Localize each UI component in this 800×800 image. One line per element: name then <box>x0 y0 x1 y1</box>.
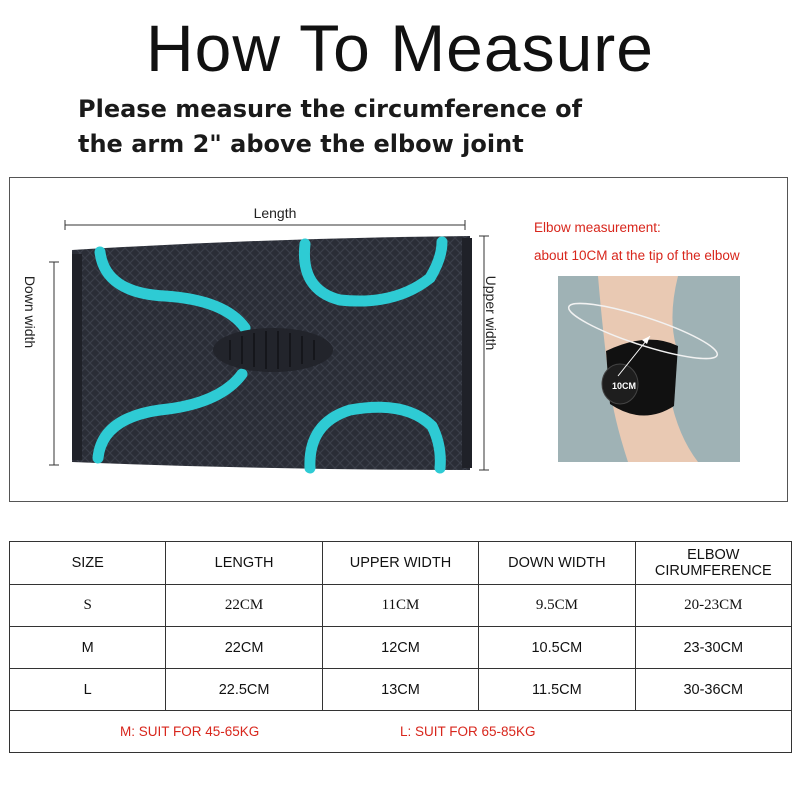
photo-mark-label: 10CM <box>612 381 637 391</box>
page-title: How To Measure <box>145 11 654 85</box>
header-elbow-circumference: ELBOW CIRUMFERENCE <box>635 542 791 585</box>
elbow-note-title: Elbow measurement: <box>534 220 661 235</box>
elbow-note-detail: about 10CM at the tip of the elbow <box>534 248 740 263</box>
upper-width-cell: 13CM <box>322 669 478 711</box>
header-length: LENGTH <box>166 542 322 585</box>
header-size: SIZE <box>10 542 166 585</box>
weight-guide-l: L: SUIT FOR 65-85KG <box>400 724 536 739</box>
upper-width-cell: 11CM <box>322 585 478 627</box>
table-row <box>10 627 792 669</box>
instruction-line-2: the arm 2" above the elbow joint <box>78 130 524 158</box>
table-row <box>10 585 792 627</box>
size-cell: L <box>10 669 166 711</box>
elbow-circumference-cell: 20-23CM <box>635 585 791 627</box>
length-cell: 22.5CM <box>166 669 322 711</box>
down-width-cell: 11.5CM <box>479 669 635 711</box>
upper-width-label: Upper width <box>483 275 499 351</box>
down-width-label: Down width <box>22 275 38 349</box>
table-row <box>10 669 792 711</box>
elbow-photo <box>558 276 740 462</box>
down-width-cell: 9.5CM <box>479 585 635 627</box>
size-chart <box>9 541 792 751</box>
table-header-row <box>10 542 792 585</box>
elbow-circumference-cell: 23-30CM <box>635 627 791 669</box>
length-label: Length <box>253 205 297 221</box>
weight-guide-m: M: SUIT FOR 45-65KG <box>120 724 260 739</box>
elbow-circumference-cell: 30-36CM <box>635 669 791 711</box>
knee-sleeve <box>72 236 472 470</box>
down-width-cell: 10.5CM <box>479 627 635 669</box>
instruction-line-1: Please measure the circumference of <box>78 95 583 123</box>
size-cell: M <box>10 627 166 669</box>
size-cell: S <box>10 585 166 627</box>
measure-instructions <box>78 92 758 162</box>
weight-guide-cell <box>10 711 792 753</box>
down-width-dimension-line <box>49 262 59 465</box>
size-table <box>9 541 792 753</box>
length-cell: 22CM <box>166 627 322 669</box>
length-cell: 22CM <box>166 585 322 627</box>
length-dimension-line <box>65 220 465 230</box>
measurement-diagram <box>9 177 788 502</box>
upper-width-cell: 12CM <box>322 627 478 669</box>
header-down-width: DOWN WIDTH <box>479 542 635 585</box>
header-upper-width: UPPER WIDTH <box>322 542 478 585</box>
weight-guide-row <box>10 711 792 753</box>
